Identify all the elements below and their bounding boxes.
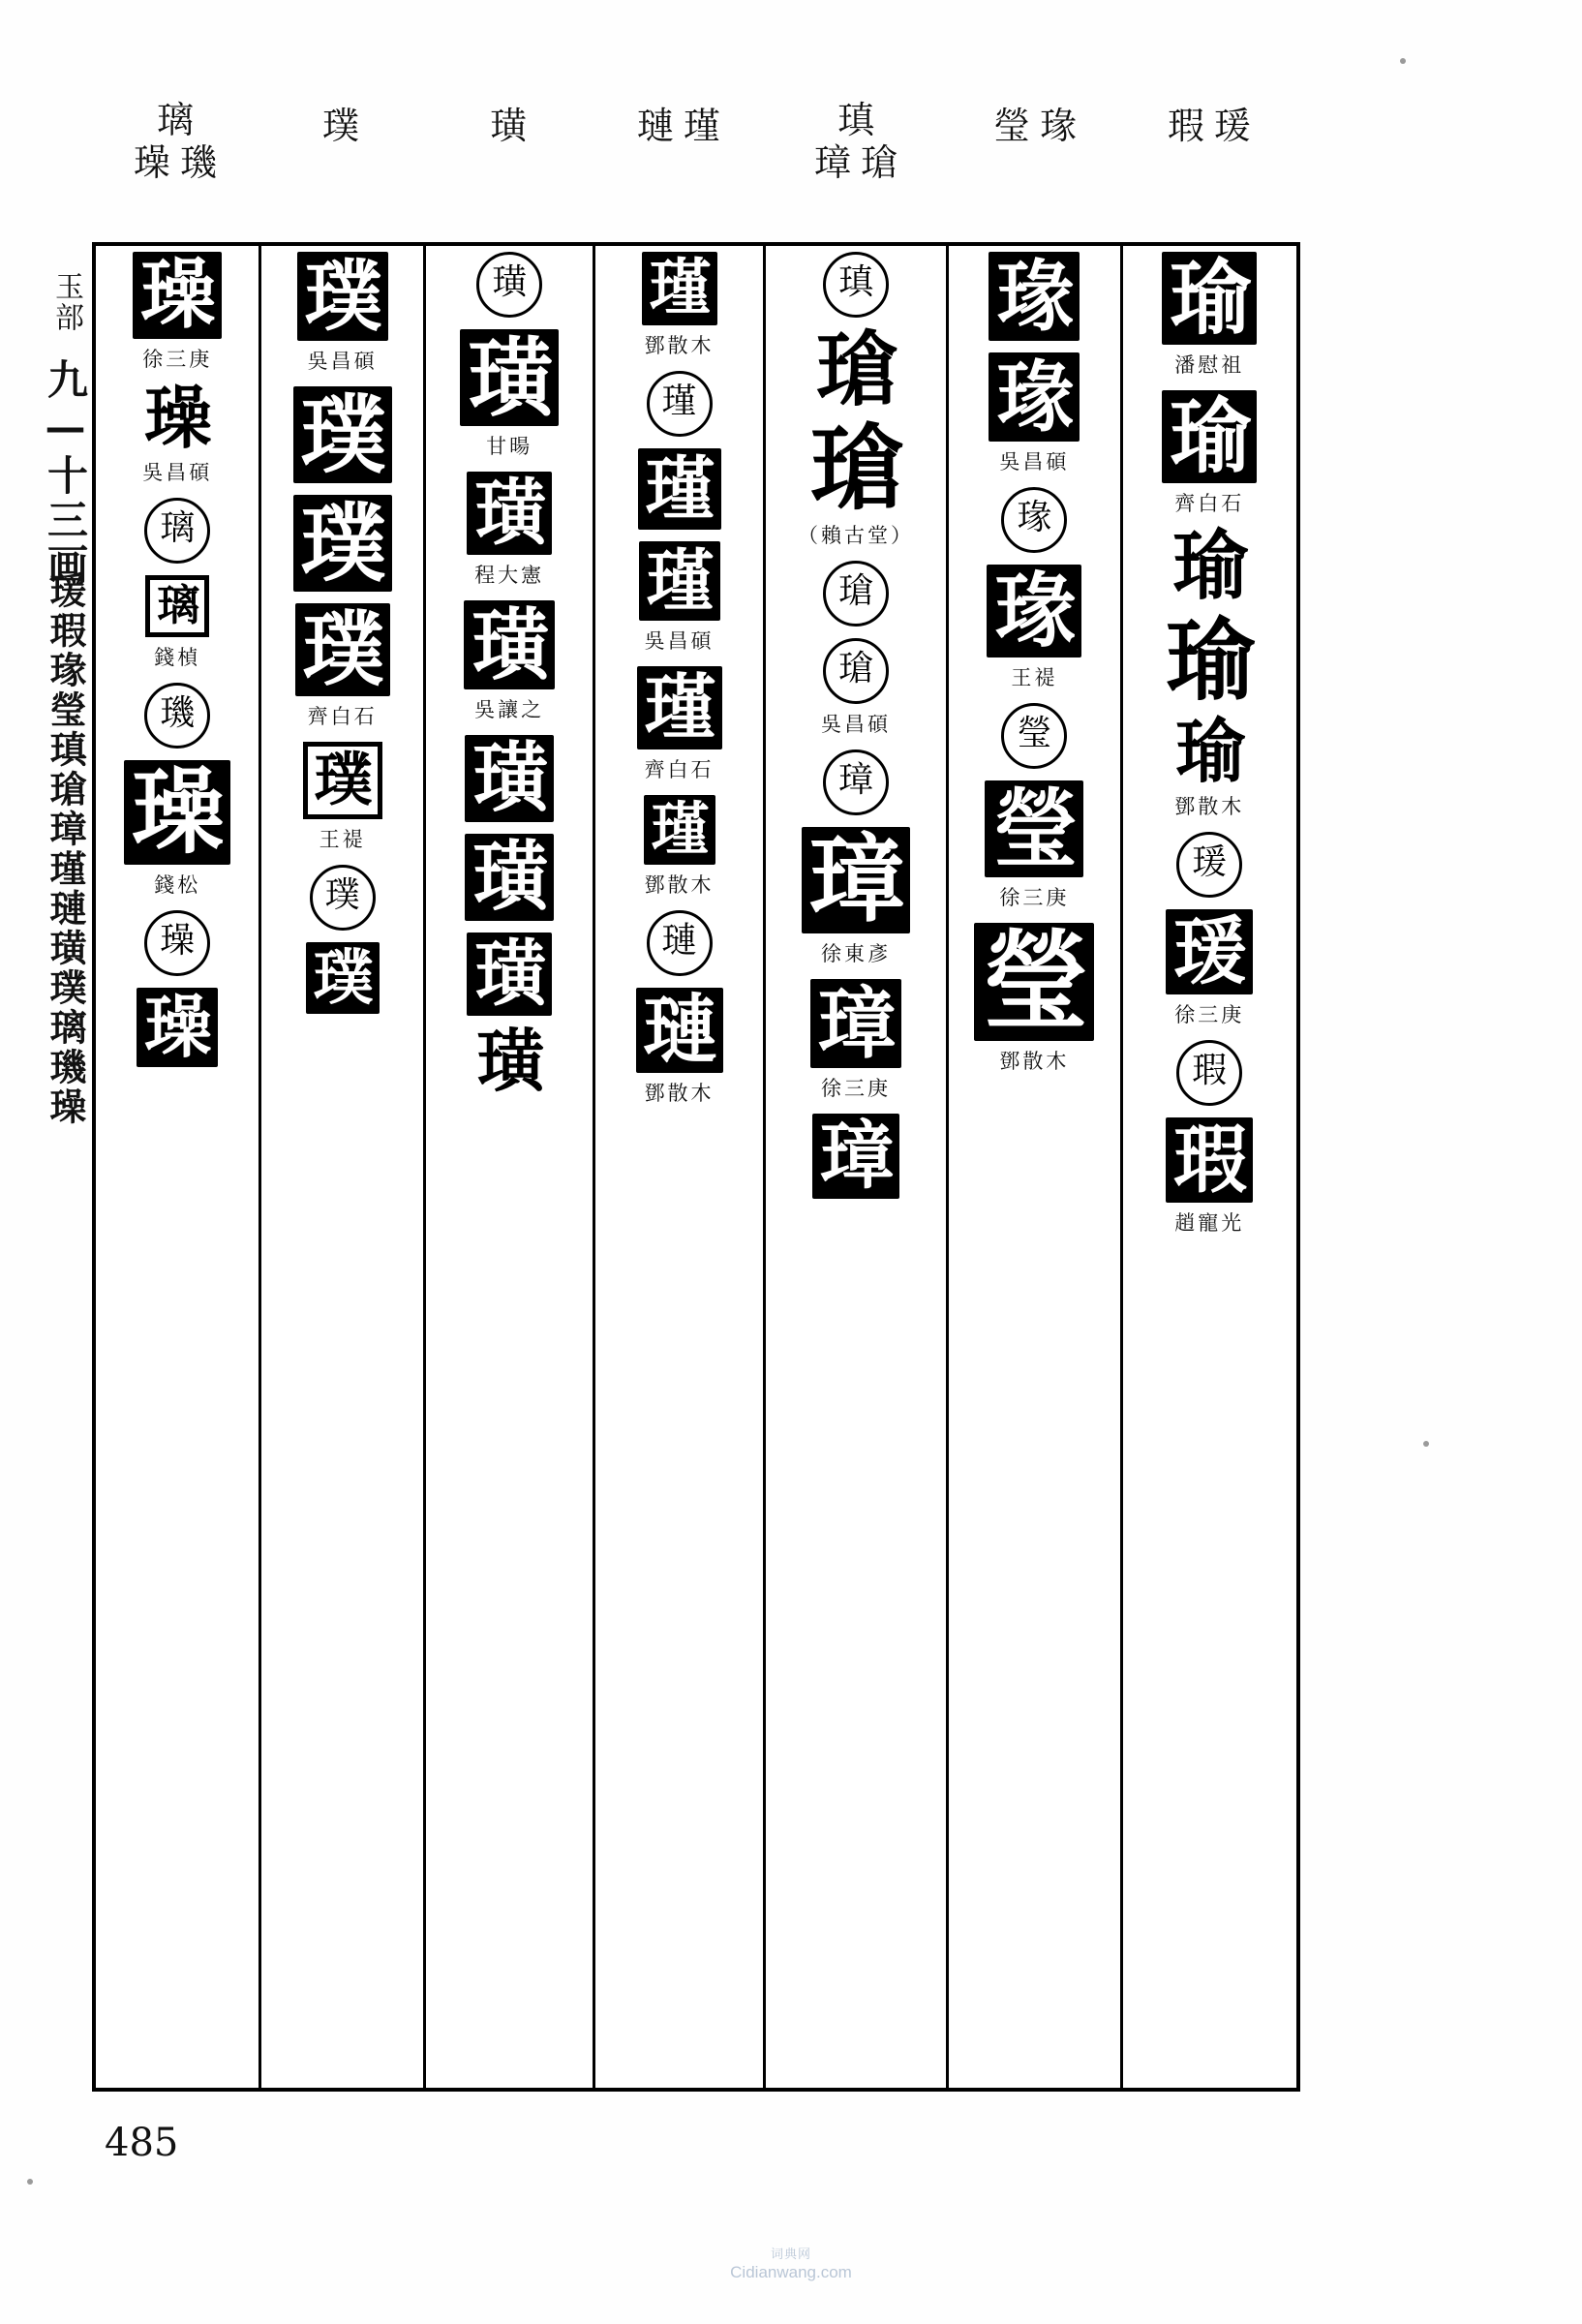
seal-artist-caption: 趙寵光	[1174, 1211, 1245, 1235]
seal-entry	[426, 834, 593, 931]
seal-artist-caption: 吳昌碩	[999, 450, 1070, 474]
seal-impression: 瑲	[815, 321, 896, 417]
seal-impression: 璪	[137, 988, 218, 1067]
column-heading-4	[764, 99, 948, 184]
seal-artist-caption: 潘慰祖	[1174, 353, 1245, 377]
seal-entry	[1123, 522, 1296, 614]
seal-entry	[426, 329, 593, 460]
seal-impression: 瑾	[644, 795, 715, 865]
seal-artist-caption: 王禔	[1011, 666, 1058, 689]
seal-spacer	[595, 530, 762, 539]
seal-impression: 璃	[144, 498, 210, 564]
seal-impression: 璋	[812, 1114, 899, 1199]
seal-impression: 璞	[303, 742, 382, 819]
heading-char: 瑾	[684, 105, 721, 147]
column-heading-0	[92, 99, 259, 184]
seal-impression: 瑩	[974, 923, 1094, 1041]
seal-impression: 瑗	[1166, 909, 1253, 994]
seal-artist-caption: 王禔	[319, 828, 366, 851]
seal-impression: 璣	[144, 683, 210, 749]
print-registration-mark	[1400, 58, 1406, 64]
seal-impression: 瑩	[1001, 703, 1067, 769]
seal-impression: 瑲	[809, 413, 901, 523]
seal-impression: 璋	[810, 979, 901, 1068]
column-heading-3	[593, 102, 764, 147]
seal-artist-caption: 錢楨	[154, 646, 201, 669]
seal-impression: 璜	[465, 834, 554, 921]
seal-entry	[595, 371, 762, 446]
seal-artist-caption: 吳昌碩	[820, 713, 891, 736]
seal-entry	[766, 638, 946, 738]
seal-impression: 璜	[467, 933, 552, 1016]
seal-spacer	[426, 921, 593, 931]
seal-entry	[766, 824, 946, 967]
seal-impression: 璞	[293, 386, 392, 483]
seal-impression: 瑕	[1176, 1040, 1242, 1106]
seal-impression: 瑑	[987, 565, 1081, 657]
seal-column	[595, 246, 765, 2088]
watermark-cn: 词典网	[770, 2247, 811, 2261]
seal-artist-caption: 甘暘	[486, 435, 533, 458]
seal-entry	[1123, 608, 1296, 715]
seal-spacer	[426, 822, 593, 832]
seal-impression: 瑱	[823, 252, 889, 318]
seal-entry	[766, 252, 946, 327]
seal-impression: 瑜	[1162, 390, 1257, 483]
seal-impression: 璪	[144, 910, 210, 976]
column-heading-lower	[1122, 105, 1296, 147]
column-heading-1	[259, 102, 423, 147]
seal-impression: 璞	[306, 942, 380, 1014]
seal-artist-caption: 鄧散木	[1174, 795, 1245, 818]
seal-artist-caption: 程大憲	[474, 564, 545, 587]
column-heading-lower	[764, 141, 948, 184]
watermark	[730, 2247, 852, 2283]
seal-entry	[426, 735, 593, 832]
seal-entry	[1123, 832, 1296, 907]
seal-spacer	[949, 553, 1119, 563]
seal-impression: 瑜	[1162, 252, 1257, 345]
seal-entry	[1123, 390, 1296, 517]
seal-entry	[766, 321, 946, 420]
seal-entry	[426, 472, 593, 589]
heading-char: 瑲	[861, 141, 898, 184]
seal-spacer	[949, 341, 1119, 351]
seal-specimen-table	[92, 242, 1300, 2092]
seal-artist-caption: 徐三庚	[1174, 1003, 1245, 1026]
seal-entry	[261, 386, 422, 493]
seal-entry	[595, 988, 762, 1107]
seal-entry	[949, 565, 1119, 691]
heading-char: 瑕	[1167, 105, 1204, 147]
seal-spacer	[96, 564, 259, 573]
seal-entry	[1123, 1040, 1296, 1116]
seal-entry	[595, 541, 762, 655]
seal-column	[261, 246, 425, 2088]
heading-char: 璞	[321, 105, 359, 147]
seal-spacer	[426, 318, 593, 327]
seal-artist-caption: 徐東彥	[820, 942, 891, 965]
seal-entry	[766, 749, 946, 825]
column-headings	[92, 99, 1302, 237]
seal-artist-caption: 鄧散木	[644, 334, 715, 357]
seal-entry	[261, 942, 422, 1024]
seal-column	[1123, 246, 1296, 2088]
column-heading-lower	[259, 105, 423, 147]
seal-entry	[261, 495, 422, 601]
seal-entry	[426, 1021, 593, 1105]
heading-char: 璉	[636, 105, 674, 147]
seal-artist-caption: 鄧散木	[999, 1050, 1070, 1073]
seal-artist-caption: 錢松	[154, 873, 201, 897]
seal-entry	[949, 352, 1119, 475]
seal-impression: 瑗	[1176, 832, 1242, 898]
column-heading-lower	[593, 105, 764, 147]
seal-entry	[595, 252, 762, 359]
seal-column	[949, 246, 1122, 2088]
seal-artist-caption: 齊白石	[307, 705, 378, 728]
seal-artist-caption: （賴古堂）	[797, 524, 914, 547]
seal-impression: 瑾	[642, 252, 717, 325]
seal-entry	[96, 910, 259, 986]
seal-entry	[261, 603, 422, 730]
seal-impression: 璞	[293, 495, 392, 592]
seal-entry	[96, 988, 259, 1077]
seal-impression: 璞	[297, 252, 388, 341]
seal-impression: 瑲	[823, 638, 889, 704]
seal-artist-caption: 齊白石	[644, 758, 715, 781]
heading-char: 瑑	[1040, 105, 1078, 147]
heading-char: 瑩	[992, 105, 1030, 147]
seal-entry	[949, 487, 1119, 563]
seal-entry	[949, 919, 1119, 1075]
seal-entry	[96, 252, 259, 373]
seal-impression: 璜	[465, 735, 554, 822]
seal-impression: 璉	[636, 988, 723, 1073]
seal-impression: 璜	[467, 472, 552, 555]
seal-entry	[426, 252, 593, 327]
print-registration-mark	[1423, 1441, 1429, 1447]
seal-artist-caption: 吳昌碩	[307, 350, 378, 373]
seal-artist-caption: 徐三庚	[999, 886, 1070, 909]
seal-impression: 璜	[476, 1021, 543, 1101]
seal-impression: 璪	[144, 378, 211, 458]
seal-entry	[1123, 710, 1296, 820]
seal-entry	[261, 742, 422, 853]
seal-entry	[766, 1114, 946, 1208]
print-registration-mark	[27, 2179, 33, 2185]
seal-entry	[1123, 1117, 1296, 1237]
seal-entry	[261, 252, 422, 375]
seal-entry	[595, 448, 762, 539]
seal-artist-caption: 鄧散木	[644, 873, 715, 897]
seal-spacer	[96, 976, 259, 986]
seal-spacer	[96, 1067, 259, 1077]
seal-entry	[766, 979, 946, 1102]
seal-spacer	[261, 1014, 422, 1024]
seal-impression: 璞	[295, 603, 390, 696]
seal-entry	[949, 252, 1119, 351]
seal-spacer	[1123, 898, 1296, 907]
seal-entry	[595, 910, 762, 986]
seal-impression: 瑜	[1175, 710, 1244, 792]
column-heading-upper: 瑱	[837, 99, 874, 141]
seal-entry	[96, 378, 259, 486]
seal-impression: 瑾	[637, 666, 722, 749]
seal-impression: 瑜	[1172, 522, 1247, 610]
seal-spacer	[595, 976, 762, 986]
seal-spacer	[595, 437, 762, 446]
seal-impression: 瑩	[985, 780, 1083, 877]
heading-char: 璣	[180, 141, 218, 184]
seal-entry	[949, 703, 1119, 779]
seal-spacer	[766, 1199, 946, 1208]
seal-impression: 瑾	[639, 541, 720, 621]
seal-entry	[96, 757, 259, 899]
seal-impression: 瑲	[823, 561, 889, 627]
seal-impression: 璉	[647, 910, 713, 976]
side-index-char-list: 瑗瑕瑑瑩瑱瑲璋瑾璉璜璞璃璣璪	[44, 571, 87, 1127]
heading-char: 璪	[133, 141, 170, 184]
column-heading-upper: 璃	[156, 99, 194, 141]
seal-impression: 璋	[802, 827, 910, 933]
watermark-en: Cidianwang.com	[730, 2263, 852, 2282]
seal-impression: 璜	[464, 600, 555, 689]
column-heading-5	[948, 102, 1122, 147]
seal-impression: 璋	[823, 749, 889, 815]
seal-artist-caption: 齊白石	[1174, 492, 1245, 515]
seal-impression: 璪	[133, 252, 222, 339]
side-index-strokes: 九—十三画	[42, 358, 89, 588]
column-heading-lower	[948, 105, 1122, 147]
column-heading-lower	[423, 105, 593, 147]
seal-artist-caption: 徐三庚	[142, 348, 213, 371]
column-heading-2	[423, 102, 593, 147]
seal-column	[96, 246, 261, 2088]
seal-entry	[1123, 252, 1296, 379]
seal-entry	[949, 780, 1119, 911]
seal-entry	[766, 413, 946, 549]
seal-entry	[96, 683, 259, 758]
seal-artist-caption: 吳讓之	[474, 698, 545, 721]
seal-artist-caption: 吳昌碩	[142, 461, 213, 484]
seal-spacer	[261, 931, 422, 940]
seal-impression: 璜	[460, 329, 559, 426]
heading-char: 璜	[489, 105, 527, 147]
seal-entry	[426, 600, 593, 723]
seal-impression: 瑾	[647, 371, 713, 437]
seal-spacer	[766, 627, 946, 636]
seal-entry	[96, 498, 259, 573]
column-heading-6	[1122, 102, 1296, 147]
seal-impression: 瑕	[1166, 1117, 1253, 1203]
page-number: 485	[105, 2121, 179, 2165]
seal-column	[766, 246, 949, 2088]
column-heading-lower	[92, 141, 259, 184]
seal-impression: 瑑	[989, 352, 1080, 442]
seal-entry	[1123, 909, 1296, 1028]
seal-impression: 璜	[476, 252, 542, 318]
seal-artist-caption: 鄧散木	[644, 1082, 715, 1105]
seal-impression: 瑑	[1001, 487, 1067, 553]
seal-artist-caption: 吳昌碩	[644, 629, 715, 653]
seal-impression: 瑜	[1166, 608, 1254, 713]
seal-entry	[96, 575, 259, 671]
seal-entry	[595, 666, 762, 783]
seal-entry	[766, 561, 946, 636]
seal-impression: 瑑	[989, 252, 1080, 341]
heading-char: 璋	[813, 141, 851, 184]
seal-entry	[426, 933, 593, 1025]
seal-entry	[595, 795, 762, 899]
side-index-radical: 玉部	[49, 271, 83, 333]
seal-artist-caption: 徐三庚	[820, 1077, 891, 1100]
seal-spacer	[949, 769, 1119, 779]
seal-entry	[261, 865, 422, 940]
seal-impression: 璃	[145, 575, 209, 637]
side-index	[21, 271, 89, 1385]
seal-impression: 璪	[124, 760, 230, 865]
seal-column	[426, 246, 595, 2088]
seal-impression: 璞	[310, 865, 376, 931]
seal-spacer	[1123, 1106, 1296, 1116]
seal-impression: 瑾	[638, 448, 721, 530]
heading-char: 瑗	[1214, 105, 1252, 147]
